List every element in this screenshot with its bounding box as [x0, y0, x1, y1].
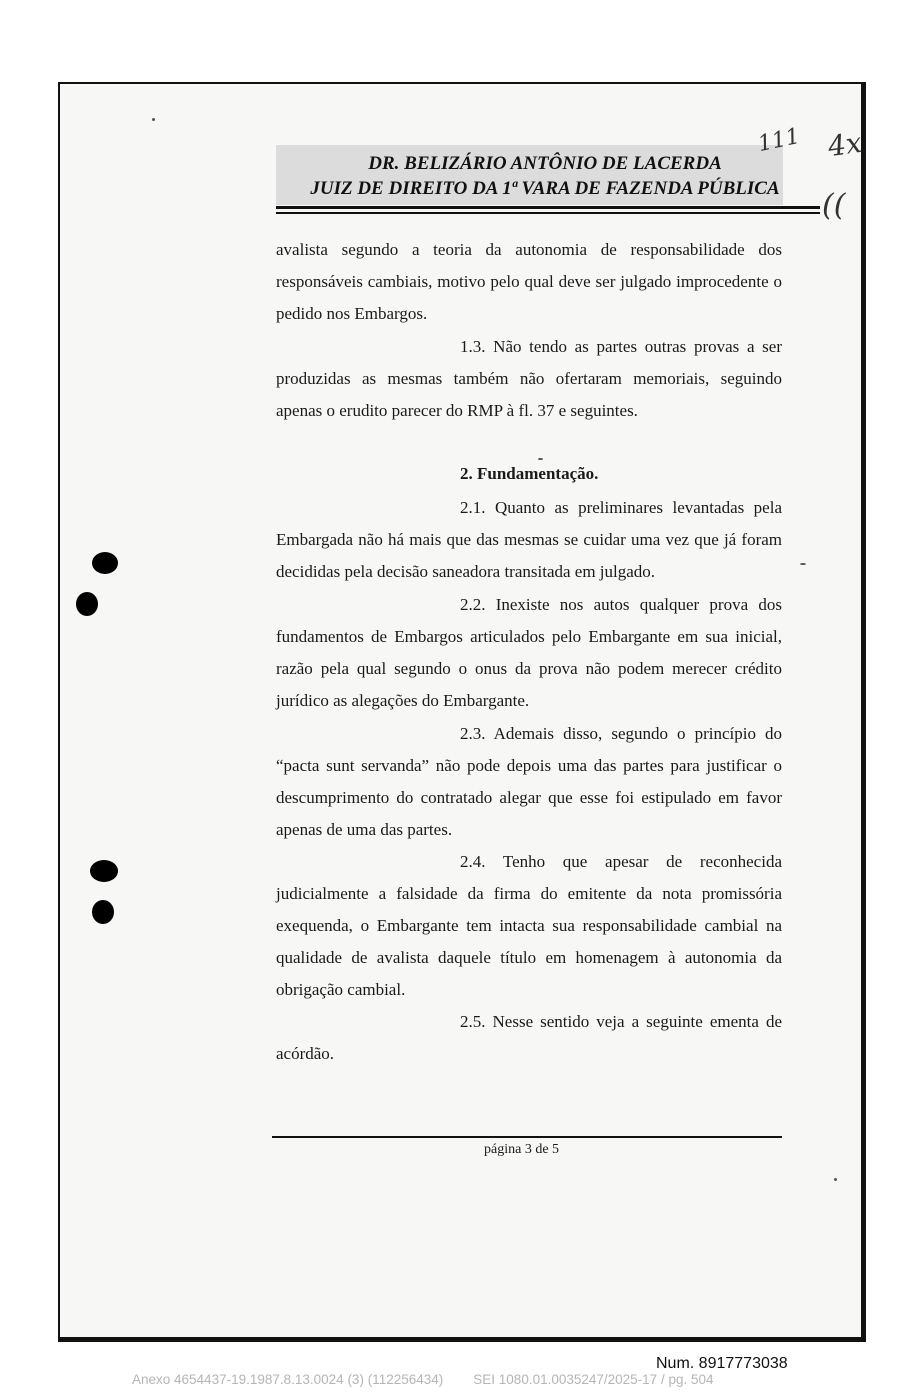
punch-hole-2	[76, 592, 98, 616]
scan-speck	[800, 563, 806, 565]
header-rule-top	[276, 206, 820, 209]
scan-speck	[834, 1178, 837, 1181]
scan-speck	[152, 118, 155, 121]
handwritten-folio-number: 111	[755, 123, 803, 158]
paragraph-1-3	[276, 331, 782, 427]
page-number: página 3 de 5	[484, 1142, 560, 1157]
handwritten-initials: ((	[822, 188, 846, 223]
punch-hole-4	[92, 900, 114, 924]
annex-id: Anexo 4654437-19.1987.8.13.0024 (3) (112256434)	[132, 1372, 444, 1387]
paragraph-1-3-text: 1.3. Não tendo as partes outras provas a ser produzidas as mesmas também não ofertaram memoriais, seguindo apenas o erudito parecer do RMP à fl. 37 e seguintes.	[276, 337, 782, 420]
handwritten-mark: 4x	[825, 125, 864, 164]
judge-title: JUIZ DE DIREITO DA 1ª VARA DE FAZENDA PÚBLICA	[310, 178, 780, 199]
paragraph-2-4	[276, 846, 782, 1006]
paragraph-intro: avalista segundo a teoria da autonomia de responsabilidade dos responsáveis cambiais, motivo pelo qual deve ser julgado improcedente o pedido nos Embargos.	[276, 240, 782, 323]
footer-rule	[272, 1136, 782, 1138]
paragraph-2-1	[276, 492, 782, 588]
paragraph-2-4-text: 2.4. Tenho que apesar de reconhecida judicialmente a falsidade da firma do emitente da nota promissória exequenda, o Embargante tem intacta sua responsabilidade cambial na qualidade de avalista daquele título em homenagem à autonomia da obrigação cambial.	[276, 852, 782, 999]
paragraph-2-5-text: 2.5. Nesse sentido veja a seguinte ementa de acórdão.	[276, 1012, 782, 1063]
paragraph-2-2-text: 2.2. Inexiste nos autos qualquer prova dos fundamentos de Embargos articulados pelo Embargante em sua inicial, razão pela qual segundo o onus da prova não podem merecer crédito jurídico as alegações do Embargante.	[276, 595, 782, 710]
paragraph-2-1-text: 2.1. Quanto as preliminares levantadas pela Embargada não há mais que das mesmas se cuidar uma vez que já foram decididas pela decisão saneadora transitada em julgado.	[276, 498, 782, 581]
paragraph-2-3	[276, 718, 782, 846]
header-rule-bottom	[276, 212, 820, 214]
paragraph-2-5	[276, 1006, 782, 1070]
paragraph-2-2	[276, 589, 782, 717]
punch-hole-1	[92, 552, 118, 574]
section-title: 2. Fundamentação.	[460, 464, 599, 483]
paragraph-2-3-text: 2.3. Ademais disso, segundo o princípio do “pacta sunt servanda” não pode depois uma das partes para justificar o descumprimento do contratado alegar que esse foi estipulado em favor apenas de uma das partes.	[276, 724, 782, 839]
annex-reference	[132, 1372, 714, 1387]
document-number: Num. 8917773038	[656, 1355, 788, 1372]
punch-hole-3	[90, 860, 118, 882]
scan-speck	[538, 458, 543, 460]
judge-name: DR. BELIZÁRIO ANTÔNIO DE LACERDA	[368, 153, 722, 174]
sei-id: SEI 1080.01.0035247/2025-17 / pg. 504	[473, 1372, 714, 1387]
